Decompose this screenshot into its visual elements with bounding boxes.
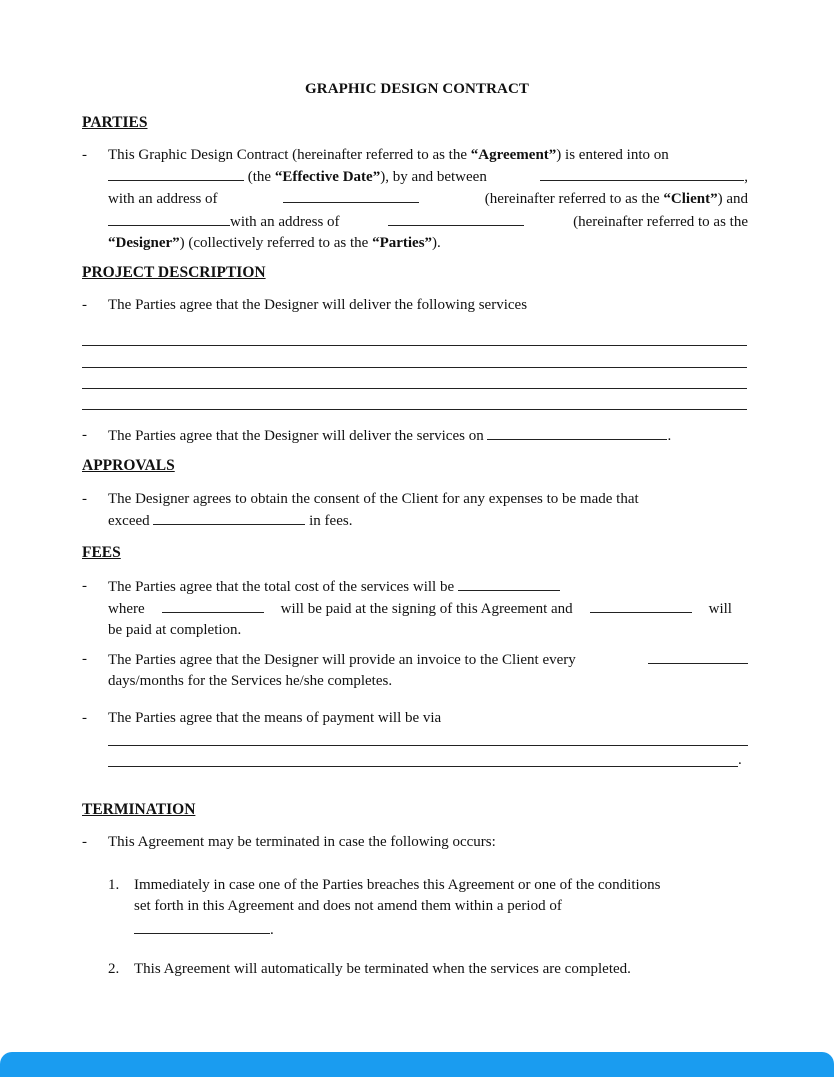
- expense-limit-blank: [153, 510, 305, 525]
- heading-parties: PARTIES: [82, 114, 148, 131]
- payment-means-line-2: [108, 766, 738, 767]
- designer-address-blank: [388, 211, 524, 226]
- signing-payment-blank: [162, 598, 264, 613]
- delivery-date-blank: [487, 425, 667, 440]
- heading-termination: TERMINATION: [82, 801, 196, 818]
- project-services-paragraph: The Parties agree that the Designer will deliver the following services: [108, 297, 528, 313]
- termination-item-1: Immediately in case one of the Parties breaches this Agreement or one of the conditions set forth in this Agreement and does not amend them within a period of .: [134, 877, 661, 939]
- bullet-dash: -: [82, 297, 87, 313]
- termination-paragraph: This Agreement may be terminated in case the following occurs:: [108, 834, 496, 850]
- list-item-number: 2.: [108, 961, 120, 977]
- bullet-dash: -: [82, 651, 87, 667]
- services-line-4: [82, 409, 747, 410]
- bullet-dash: -: [82, 578, 87, 594]
- bullet-dash: -: [82, 427, 87, 443]
- bullet-dash: -: [82, 147, 87, 163]
- list-item-number: 1.: [108, 877, 120, 893]
- completion-payment-blank: [590, 598, 692, 613]
- bullet-dash: -: [82, 491, 87, 507]
- payment-means-period: .: [738, 752, 742, 768]
- total-cost-blank: [458, 576, 560, 591]
- approvals-paragraph: The Designer agrees to obtain the consent of the Client for any expenses to be made that exceed in fees.: [108, 491, 639, 530]
- termination-item-2: This Agreement will automatically be terminated when the services are completed.: [134, 961, 631, 977]
- heading-fees: FEES: [82, 544, 121, 561]
- amend-period-blank: [134, 919, 270, 934]
- payment-means-line-1: [108, 745, 748, 746]
- document-title: GRAPHIC DESIGN CONTRACT: [305, 81, 529, 97]
- delivery-date-paragraph: The Parties agree that the Designer will deliver the services on .: [108, 425, 748, 447]
- heading-approvals: APPROVALS: [82, 457, 175, 474]
- effective-date-blank: [108, 166, 244, 181]
- designer-name-blank: [108, 211, 230, 226]
- invoice-frequency-blank: [648, 649, 748, 664]
- fees-invoice-paragraph: The Parties agree that the Designer will provide an invoice to the Client every days/months for the Services he/she completes.: [108, 649, 748, 692]
- bullet-dash: -: [82, 834, 87, 850]
- services-line-1: [82, 345, 747, 346]
- client-address-blank: [283, 188, 419, 203]
- party-name-blank: [540, 166, 744, 181]
- heading-project-description: PROJECT DESCRIPTION: [82, 264, 266, 281]
- parties-paragraph: This Graphic Design Contract (hereinafter referred to as the “Agreement”) is entered into on (the “Effective Date”), by and between , with an address of (hereinafter referred to as the “Client”) and with an address of (hereinafter referred to as the “Designer”) (collectively referred to as the “Parties”).: [108, 147, 748, 251]
- services-line-2: [82, 367, 747, 368]
- bullet-dash: -: [82, 710, 87, 726]
- fees-payment-means-paragraph: The Parties agree that the means of payment will be via: [108, 710, 442, 726]
- fees-total-paragraph: The Parties agree that the total cost of the services will be where will be paid at the signing of this Agreement and will be paid at completion.: [108, 576, 748, 642]
- footer-accent-bar: [0, 1052, 834, 1077]
- services-line-3: [82, 388, 747, 389]
